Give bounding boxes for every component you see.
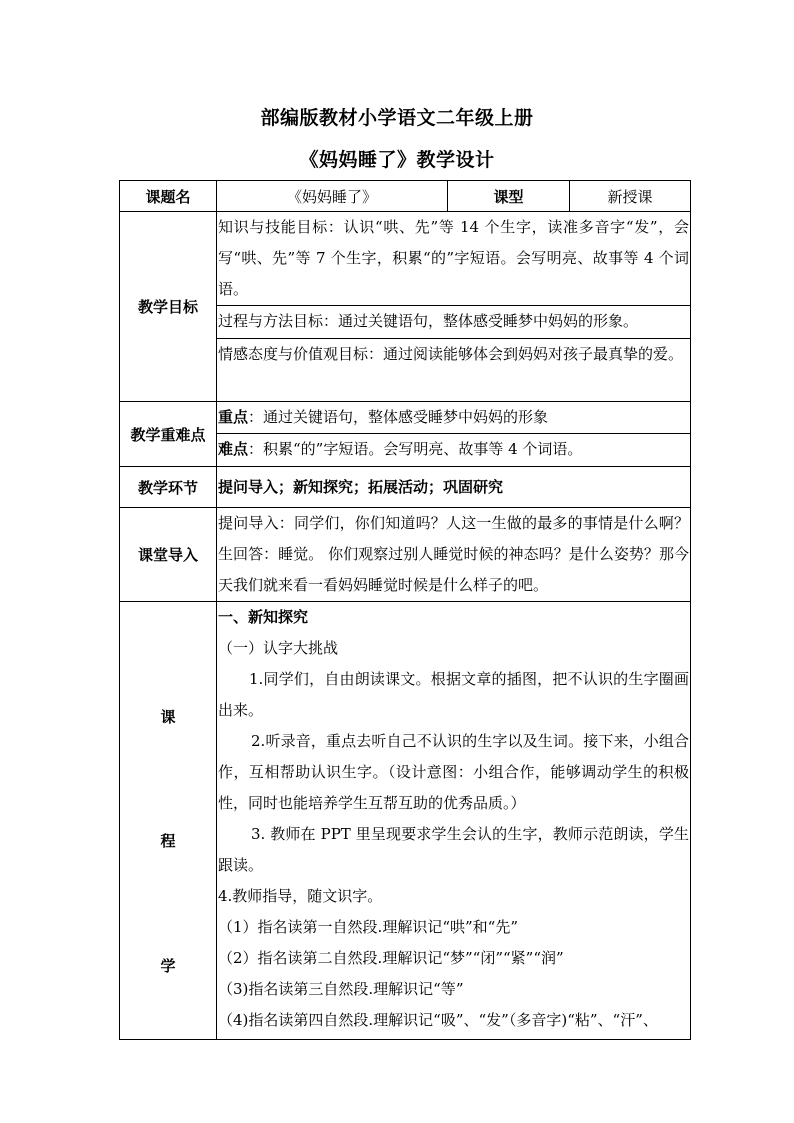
key-points-row [120, 402, 691, 467]
process-paragraph-7: （3)指名读第三自然段.理解识记“等” [218, 980, 464, 998]
steps-value: 提问导入；新知探究；拓展活动；巩固研究 [217, 467, 691, 508]
process-paragraph-6: （2）指名读第二自然段.理解识记“梦”“闭”“紧”“润” [218, 949, 564, 967]
difficult-point [217, 434, 690, 466]
steps-row [120, 467, 691, 508]
process-vertical-label [120, 602, 216, 1039]
process-label-char-2: 程 [160, 832, 176, 850]
difficult-point-prefix: 难点 [218, 440, 249, 458]
process-paragraph-4: 4.教师指导，随文识字。 [218, 887, 383, 905]
process-label-char-1: 课 [160, 708, 176, 726]
process-row [120, 602, 691, 1040]
topic-value: 《妈妈睡了》 [217, 181, 448, 212]
process-paragraph-2 [217, 726, 690, 819]
header-row [120, 181, 691, 212]
key-point [217, 402, 690, 434]
key-points-label: 教学重难点 [120, 402, 217, 467]
goals-label: 教学目标 [120, 212, 217, 402]
goal-knowledge: 知识与技能目标：认识“哄、先”等 14 个生字，读准多音字“发”，会写“哄、先”等 7 个生字，积累“的”字短语。会写明亮、故事等 4 个词语。 [217, 212, 690, 306]
process-paragraph-3-text: 3. 教师在 PPT 里呈现要求学生会认的生字，教师示范朗读，学生跟读。 [218, 825, 689, 874]
goal-process: 过程与方法目标：通过关键语句，整体感受睡梦中妈妈的形象。 [217, 306, 690, 339]
topic-label: 课题名 [120, 181, 217, 212]
process-paragraph-5: （1）指名读第一自然段.理解识记“哄”和“先” [218, 918, 518, 936]
process-label-char-3: 学 [160, 957, 176, 975]
process-paragraph-1 [217, 664, 690, 726]
steps-label: 教学环节 [120, 467, 217, 508]
process-heading: 一、新知探究 [218, 608, 309, 626]
type-label: 课型 [448, 181, 570, 212]
lesson-plan-table [119, 180, 691, 1040]
key-point-text: ：通过关键语句，整体感受睡梦中妈妈的形象 [248, 408, 549, 426]
process-paragraph-1-text: 1.同学们，自由朗读课文。根据文章的插图，把不认识的生字圈画出来。 [218, 670, 689, 719]
process-paragraph-2-text: 2.听录音，重点去听自己不认识的生字以及生词。接下来，小组合作，互相帮助认识生字。（设计意图：小组合作，能够调动学生的积极性，同时也能培养学生互帮互助的优秀品质。） [218, 732, 689, 812]
goals-row [120, 212, 691, 402]
process-paragraph-3 [217, 819, 690, 881]
intro-label: 课堂导入 [120, 508, 217, 602]
process-subheading: （一）认字大挑战 [218, 639, 339, 657]
key-point-prefix: 重点 [218, 408, 249, 426]
intro-row [120, 508, 691, 602]
difficult-point-text: ：积累“的”字短语。会写明亮、故事等 4 个词语。 [248, 440, 583, 458]
intro-value: 提问导入：同学们，你们知道吗？人这一生做的最多的事情是什么啊？生回答：睡觉。 你们观察过别人睡觉时候的神态吗？是什么姿势？那今天我们就来看一看妈妈睡觉时候是什么样子的吧。 [217, 508, 691, 602]
process-paragraph-8: （4)指名读第四自然段.理解识记“吸”、“发”（多音字)“粘”、“汗”、 [218, 1011, 658, 1029]
document-subtitle: 《妈妈睡了》教学设计 [299, 149, 495, 171]
document-title: 部编版教材小学语文二年级上册 [260, 107, 534, 129]
type-value: 新授课 [570, 181, 691, 212]
goal-emotion: 情感态度与价值观目标：通过阅读能够体会到妈妈对孩子最真挚的爱。 [218, 345, 684, 363]
